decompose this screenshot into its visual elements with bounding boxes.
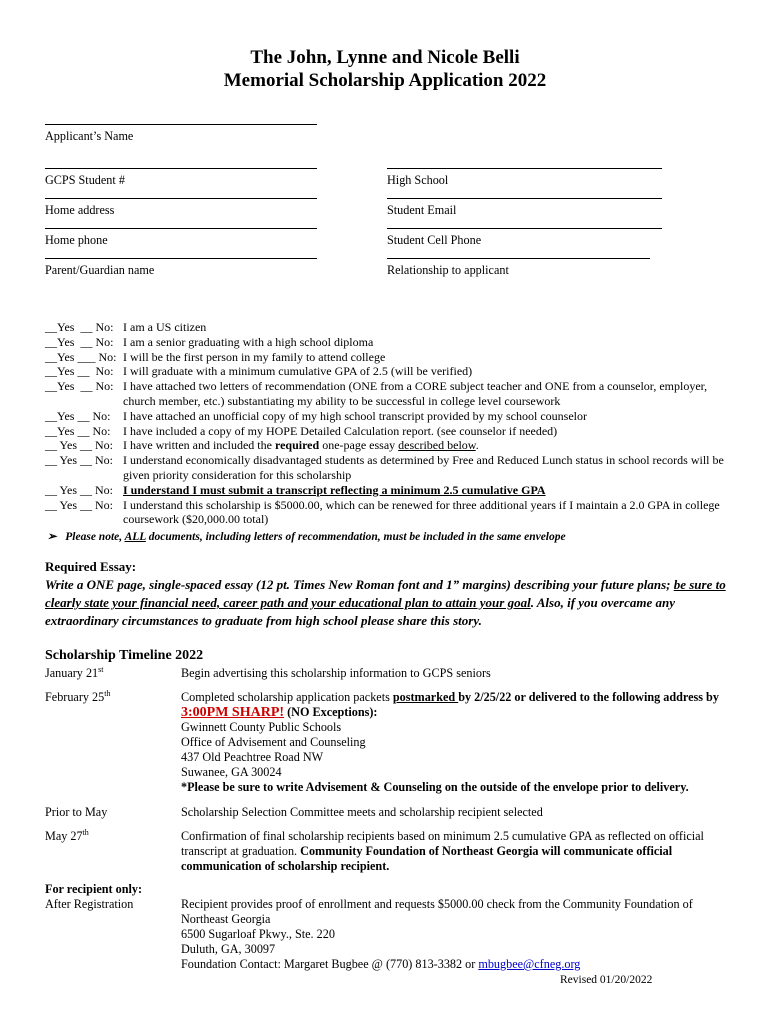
applicant-name-field[interactable]: [45, 124, 317, 144]
checklist-item[interactable]: [45, 438, 735, 453]
eligibility-checklist: [45, 320, 735, 527]
yes-no-blank[interactable]: __ Yes __ No:: [45, 497, 114, 512]
timeline-date: January 21st: [45, 664, 104, 680]
timeline-desc: Confirmation of final scholarship recipients based on minimum 2.5 cumulative GPA as reflected on official transcript at graduation. Community Foundation of Northeast Georgia will communicate official communication of scholarship recipient.: [181, 829, 704, 873]
yes-no-blank[interactable]: __Yes __ No:: [45, 364, 114, 379]
timeline-date: February 25th: [45, 688, 111, 704]
timeline-desc: Recipient provides proof of enrollment and requests $5000.00 check from the Community Foundation of Northeast Georgia 6500 Sugarloaf Pkwy., Ste. 220 Duluth, GA, 30097 Foundation Contact: Margaret Bugbee @ (770) 813-3382 or mbugbee@cfneg.org: [181, 897, 693, 971]
essay-heading: Required Essay:: [45, 559, 137, 574]
checklist-text: I understand this scholarship is $5000.00, which can be renewed for three additional years if I maintain a 2.0 GPA in college coursework ($20,000.00 total): [123, 497, 720, 527]
home-address-field[interactable]: [45, 198, 317, 218]
checklist-text: I am a senior graduating with a high school diploma: [123, 334, 374, 349]
yes-no-blank[interactable]: __Yes __ No:: [45, 408, 111, 423]
applicant-name-label: Applicant’s Name: [45, 129, 134, 143]
checklist-item[interactable]: [45, 364, 735, 379]
gcps-student-label: GCPS Student #: [45, 173, 125, 187]
high-school-label: High School: [387, 173, 449, 187]
high-school-field[interactable]: [387, 168, 662, 188]
student-email-field[interactable]: [387, 198, 662, 218]
foundation-email-link[interactable]: mbugbee@cfneg.org: [478, 957, 581, 971]
title-line-2: Memorial Scholarship Application 2022: [223, 70, 547, 91]
title-line-1: The John, Lynne and Nicole Belli: [250, 47, 520, 68]
parent-name-label: Parent/Guardian name: [45, 263, 155, 277]
home-address-label: Home address: [45, 203, 115, 217]
timeline-desc: Begin advertising this scholarship information to GCPS seniors: [181, 666, 491, 680]
relationship-label: Relationship to applicant: [387, 263, 509, 277]
yes-no-blank[interactable]: __Yes __ No:: [45, 379, 114, 394]
checklist-text: I am a US citizen: [123, 320, 207, 334]
checklist-text: I understand I must submit a transcript reflecting a minimum 2.5 cumulative GPA: [123, 482, 546, 497]
page-title: [0, 46, 770, 92]
checklist-item[interactable]: [45, 453, 735, 483]
student-cell-label: Student Cell Phone: [387, 233, 482, 247]
arrow-bullet-icon: ➢: [47, 531, 57, 543]
parent-name-field[interactable]: [45, 258, 317, 278]
home-phone-label: Home phone: [45, 233, 108, 247]
checklist-text: I have included a copy of my HOPE Detailed Calculation report. (see counselor if needed): [123, 423, 558, 438]
yes-no-blank[interactable]: __Yes ___ No:: [45, 349, 117, 364]
timeline-date: Prior to May: [45, 805, 108, 819]
student-cell-field[interactable]: [387, 228, 662, 248]
yes-no-blank[interactable]: __Yes __ No:: [45, 334, 114, 349]
yes-no-blank[interactable]: __ Yes __ No:: [45, 453, 114, 468]
checklist-item[interactable]: [45, 320, 735, 335]
checklist-item[interactable]: [45, 424, 735, 439]
checklist-text: I have attached two letters of recommendation (ONE from a CORE subject teacher and ONE from a counselor, employer, church member, etc.) substantiating my ability to be successful in college level coursework: [123, 379, 708, 408]
student-email-label: Student Email: [387, 203, 457, 217]
timeline-desc: Scholarship Selection Committee meets and scholarship recipient selected: [181, 805, 543, 819]
yes-no-blank[interactable]: __ Yes __ No:: [45, 438, 114, 453]
checklist-text: I will graduate with a minimum cumulative GPA of 2.5 (will be verified): [123, 364, 473, 379]
envelope-note: ➢ Please note, ALL documents, including letters of recommendation, must be included in the same envelope: [47, 531, 566, 543]
checklist-text: I understand economically disadvantaged students as determined by Free and Reduced Lunch status in school records will be given priority consideration for this scholarship: [123, 453, 724, 482]
checklist-text: I will be the first person in my family to attend college: [123, 349, 386, 364]
timeline-title: Scholarship Timeline 2022: [45, 648, 204, 663]
timeline-desc: Completed scholarship application packets postmarked by 2/25/22 or delivered to the following address by 3:00PM SHARP! (NO Exceptions): Gwinnett County Public Schools Office of Advisement and Counseling 437 Old Peachtree Road NW Suwanee, GA 30024 *Please be sure to write Advisement & Counseling on the outside of the envelope prior to delivery.: [181, 690, 719, 794]
gcps-student-field[interactable]: [45, 168, 317, 188]
yes-no-blank[interactable]: __Yes __ No:: [45, 320, 114, 334]
checklist-text: I have attached an unofficial copy of my high school transcript provided by my school counselor: [123, 408, 587, 423]
revised-date: Revised 01/20/2022: [560, 974, 653, 986]
checklist-item[interactable]: [45, 498, 735, 528]
checklist-item[interactable]: [45, 350, 735, 365]
essay-section: [45, 558, 735, 630]
essay-instructions: Write a ONE page, single-spaced essay (12 pt. Times New Roman font and 1” margins) describing your future plans; be sure to clearly state your financial need, career path and your educational plan to attain your goal. Also, if you overcame any extraordinary circumstances to graduate from high school please share this story.: [45, 577, 726, 628]
home-phone-field[interactable]: [45, 228, 317, 248]
checklist-item[interactable]: [45, 379, 735, 409]
timeline-date: For recipient only: After Registration: [45, 882, 143, 911]
checklist-item[interactable]: [45, 483, 735, 498]
timeline-date: May 27th: [45, 827, 89, 843]
checklist-item[interactable]: [45, 409, 735, 424]
checklist-text: I have written and included the required one-page essay described below.: [123, 438, 479, 453]
yes-no-blank[interactable]: __ Yes __ No:: [45, 482, 114, 497]
relationship-field[interactable]: [387, 258, 650, 278]
checklist-item[interactable]: [45, 335, 735, 350]
yes-no-blank[interactable]: __Yes __ No:: [45, 423, 111, 438]
